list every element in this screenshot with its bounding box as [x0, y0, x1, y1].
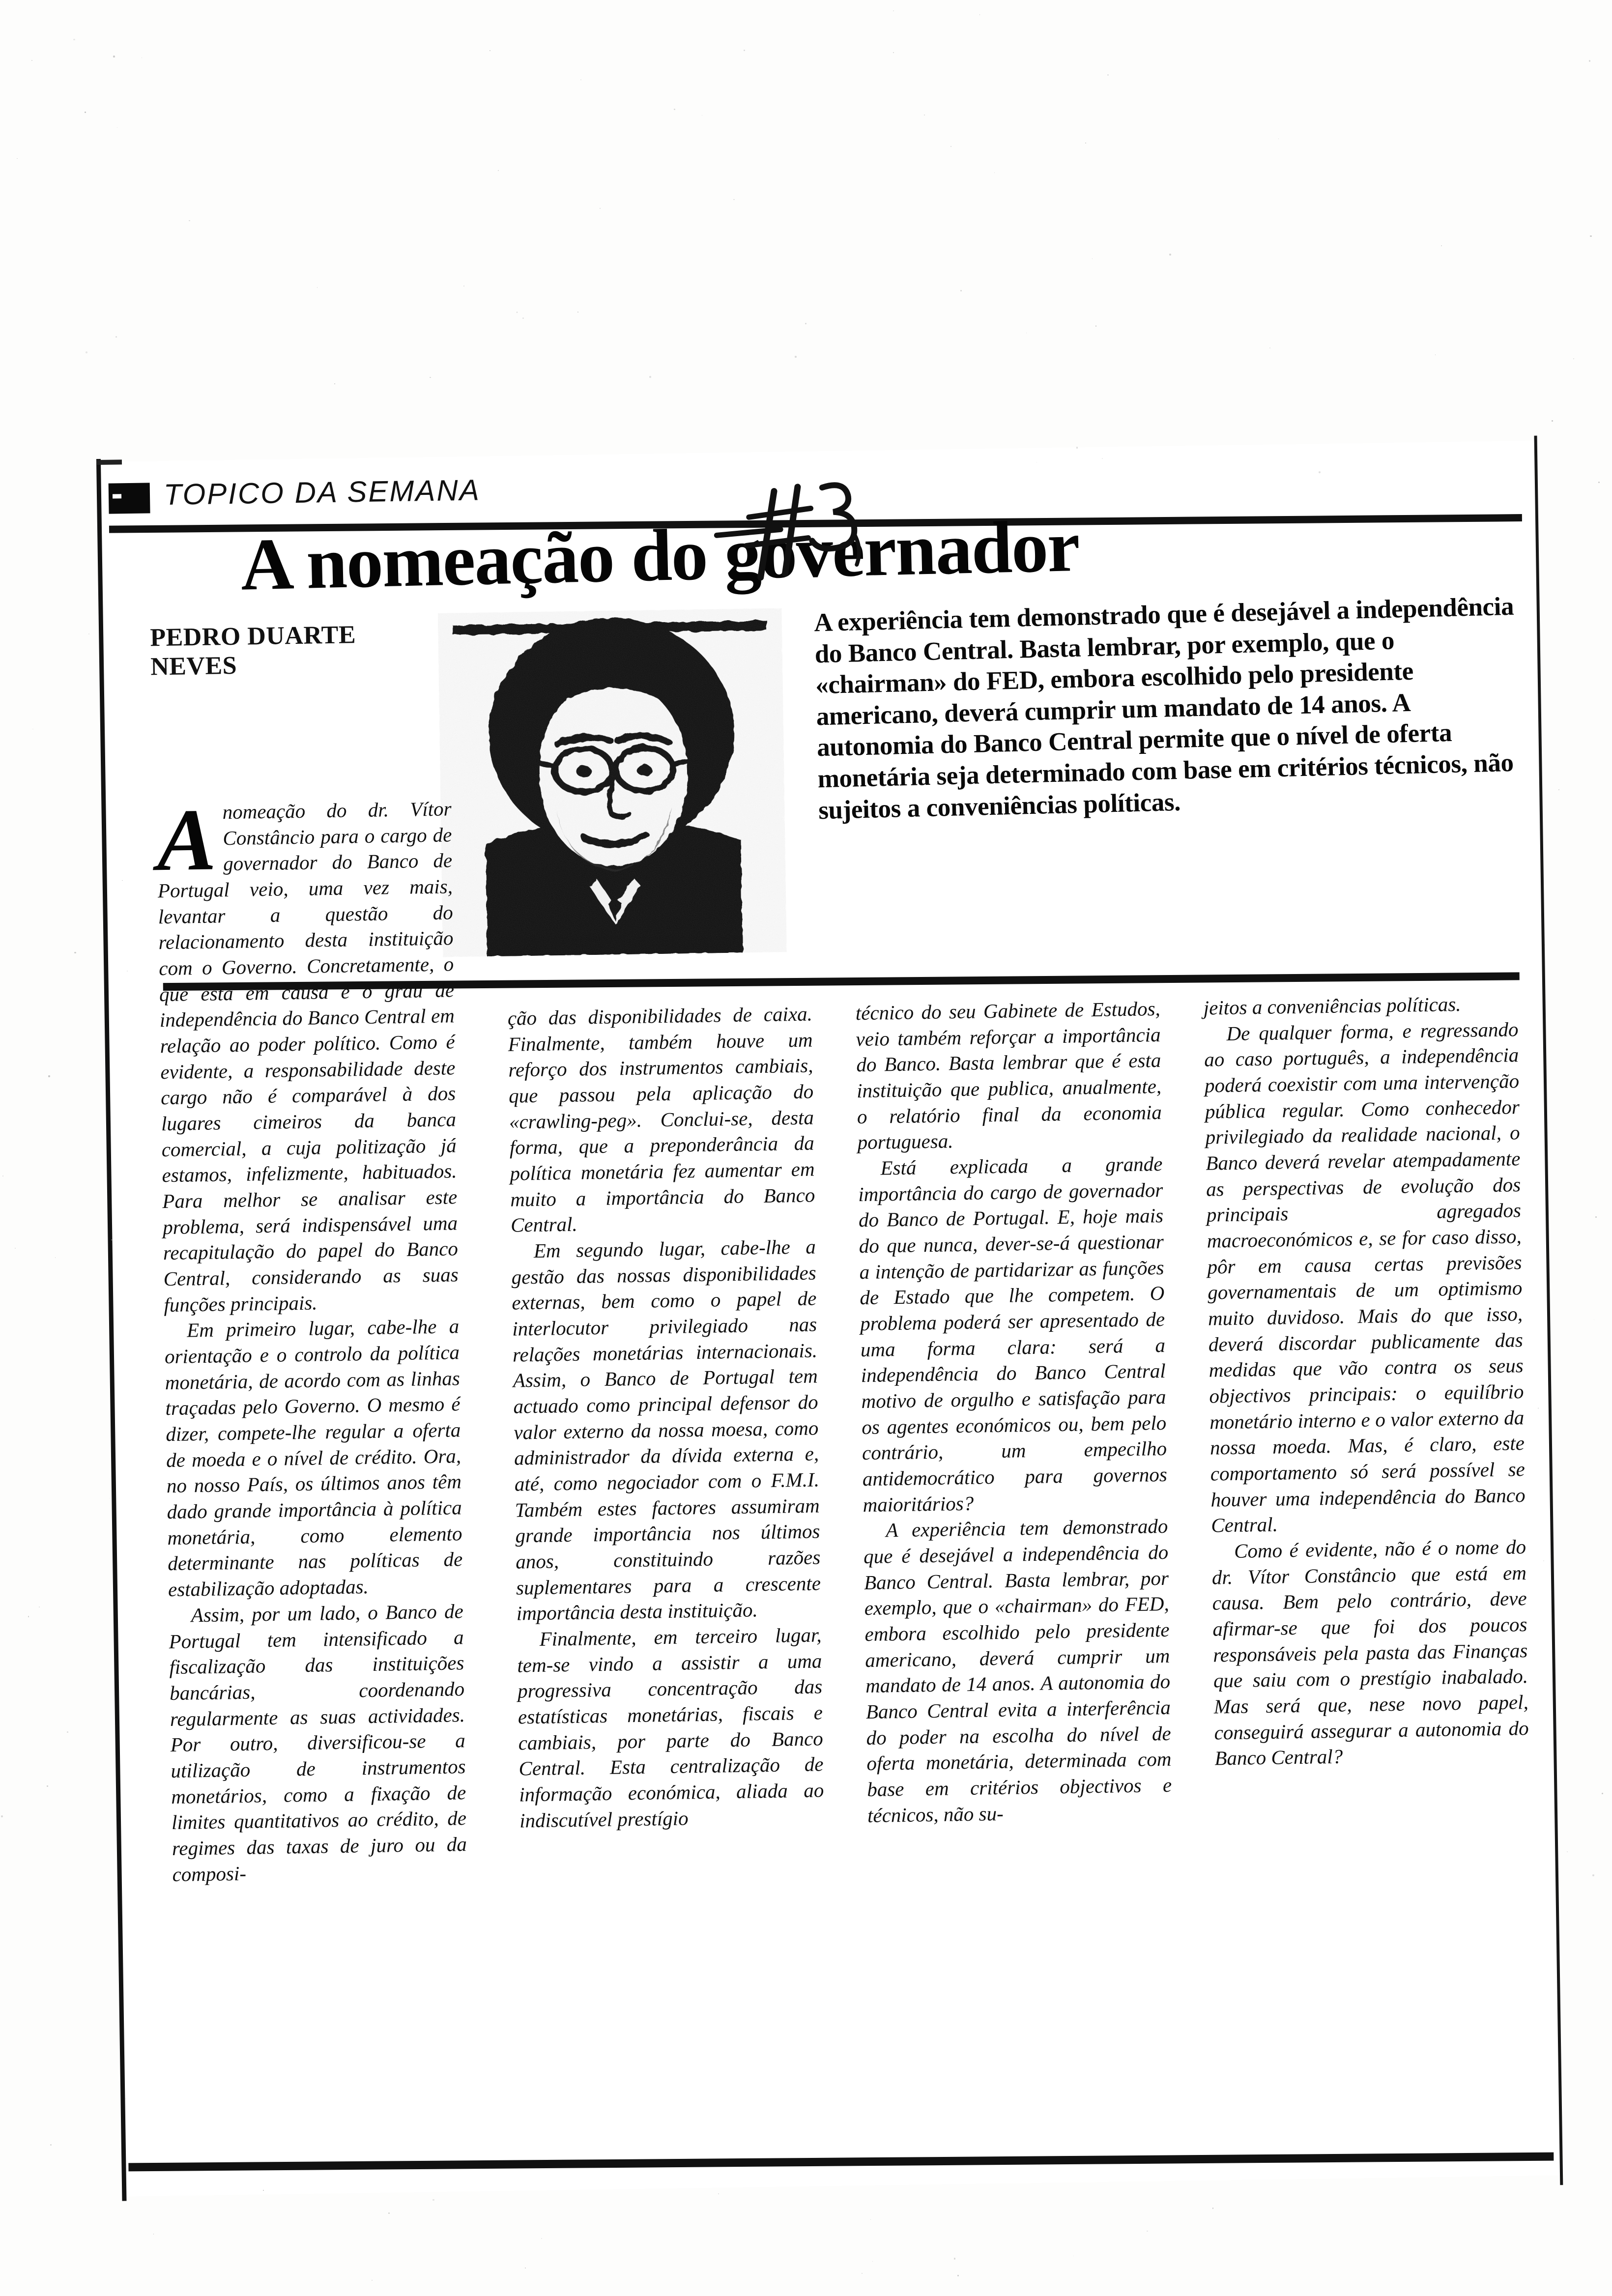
scan-speckle [1558, 789, 1559, 790]
scan-speckle [1590, 235, 1592, 237]
scan-speckle [957, 2275, 959, 2276]
scan-speckle [28, 1616, 29, 1617]
scan-speckle [702, 115, 703, 116]
scan-speckle [1589, 60, 1591, 62]
byline-line-1: PEDRO DUARTE [149, 621, 356, 652]
scan-speckle [1092, 258, 1093, 259]
scan-speckle [795, 356, 797, 358]
scan-speckle [979, 14, 980, 15]
scan-speckle [334, 383, 335, 384]
scan-speckle [1212, 2208, 1214, 2209]
scan-speckle [117, 127, 118, 128]
scan-speckle [893, 10, 894, 11]
scan-speckle [577, 312, 578, 313]
standfirst: A experiência tem demonstrado que é desejável a independência do Banco Central. Basta lembrar, por exemplo, que o «chairman» do FED, embora escolhido pelo presidente americano, deverá cumprir um mandato de 14 anos. A autonomia do Banco Central permite que o nível de oferta monetária seja determinado com base em critérios técnicos, não sujeitos a conveniências políticas. [813, 592, 1514, 825]
byline-line-2: NEVES [150, 652, 237, 681]
portrait-photograph [438, 608, 787, 957]
scan-speckle [31, 60, 32, 61]
scan-speckle [113, 56, 115, 57]
scan-speckle [67, 1731, 68, 1733]
scan-speckle [489, 50, 490, 51]
scan-speckle [55, 1257, 56, 1258]
body-column-2 [507, 1001, 824, 1834]
scan-speckle [1573, 358, 1575, 360]
paragraph: Está explicada a grande importância do cargo de governador do Banco de Portugal. E, hoje mais do que nunca, dever-se-á questionar a intenção de partidarizar as funções de Estado que lhe competem. O problema poderá ser apresentado de uma forma clara: será a independência do Banco Central motivo de orgulho e satisfação para os agentes económicos ou, bem pelo contrário, um empecilho antidemocrático para governos maioritários? [858, 1152, 1168, 1516]
scan-speckle [541, 2238, 542, 2239]
scan-speckle [47, 1785, 48, 1787]
paragraph: Em segundo lugar, cabe-lhe a gestão das nossas disponibilidades externas, bem como o papel de interlocutor privilegiado nas relações monetárias internacionais. Assim, o Banco de Portugal tem actuado como principal defensor do valor externo da nossa moesa, como administrador da dívida externa e, até, como negociador com o F.M.I. Também estes factores assumiram grande importância nos últimos anos, constituindo razões suplementares para a crescente importância desta instituição. [511, 1235, 821, 1625]
body-column-4 [1203, 990, 1529, 1771]
paragraph: Assim, por um lado, o Banco de Portugal tem intensificado a fiscalização das instituições bancárias, coordenando regularmente as suas actividades. Por outro, diversificou-se a utilização de instrumentos monetários, como a fixação de limites quantitativos ao crédito, de regimes das taxas de juro ou da composi- [169, 1600, 467, 1886]
newspaper-clipping [96, 441, 1562, 2197]
body-column-3 [855, 996, 1172, 1829]
scan-speckle [1269, 347, 1271, 349]
paragraph: Em primeiro lugar, cabe-lhe a orientação e o controlo da política monetária, de acordo com as linhas traçadas pelo Governo. O mesmo é dizer, compete-lhe regular a oferta de moeda e o nível de crédito. Ora, no nosso País, os últimos anos têm dado grande importância à política monetária, como elemento determinante nas políticas de estabilização adoptadas. [164, 1315, 463, 1601]
paragraph: jeitos a conveniências políticas. [1203, 992, 1461, 1019]
scan-speckle [1147, 2231, 1148, 2232]
black-square-marker-icon [109, 483, 150, 514]
scan-speckle [893, 52, 894, 53]
scan-speckle [1095, 325, 1097, 327]
paragraph-text: nomeação do dr. Vítor Constâncio para o cargo de governador do Banco de Portugal veio, uma vez mais, levantar a questão do relacionamento desta instituição com o Governo. Concretamente, o que está em causa é o grau de independência do Banco Central em relação ao poder político. Como é evidente, a responsabilidade deste cargo não é comparável à dos lugares cimeiros da banca comercial, a cuja politização já estamos, infelizmente, habituados. Para melhor se analisar este problema, será indispensável uma recapitulação do papel do Banco Central, considerando as suas funções principais. [157, 797, 459, 1316]
scan-speckle [1435, 354, 1436, 355]
scan-speckle [718, 2193, 719, 2194]
scan-speckle [1107, 74, 1109, 76]
bottom-rule [128, 2152, 1554, 2172]
scan-speckle [1441, 245, 1442, 246]
section-kicker-label: TOPICO DA SEMANA [163, 473, 481, 511]
scan-speckle [88, 633, 89, 634]
scan-speckle [463, 286, 464, 287]
scan-speckle [1085, 143, 1086, 144]
scan-speckle [1602, 1793, 1603, 1794]
scan-speckle [744, 50, 745, 51]
scan-speckle [498, 170, 499, 171]
scan-speckle [525, 2267, 526, 2268]
scan-speckle [870, 2219, 871, 2220]
scan-speckle [85, 112, 86, 113]
scan-speckle [73, 39, 75, 41]
scan-speckle [432, 2199, 434, 2201]
clipping-left-edge [96, 459, 127, 2201]
paragraph: Como é evidente, não é o nome do dr. Vítor Constâncio que está em causa. Bem pelo contrário, deve afirmar-se que foi dos poucos responsáveis pela pasta das Finanças que saiu com o prestígio inabalado. Mas será que, nese novo papel, conseguirá assegurar a autonomia do Banco Central? [1211, 1535, 1529, 1770]
scan-speckle [2, 1176, 4, 1177]
scan-speckle [1545, 945, 1546, 946]
scan-speckle [649, 376, 651, 377]
scan-speckle [50, 2144, 52, 2146]
scan-speckle [430, 377, 431, 378]
scan-speckle [994, 172, 995, 173]
scan-speckle [954, 2258, 956, 2260]
paragraph: A experiência tem demonstrado que é desejável a independência do Banco Central. Basta lembrar, por exemplo, que o «chairman» do FED, embora escolhido pelo presidente americano, deverá cumprir um mandato de 14 anos. A autonomia do Banco Central evita a interferência do poder na escolha do nível de oferta monetária, determinada com base em critérios objectivos e técnicos, não su- [863, 1515, 1172, 1827]
scan-speckle [1552, 420, 1553, 422]
scan-speckle [1169, 254, 1171, 256]
scan-speckle [1, 1815, 3, 1817]
scan-speckle [317, 287, 318, 288]
scan-speckle [674, 109, 675, 110]
scan-speckle [1595, 1216, 1597, 1218]
scan-speckle [733, 199, 734, 200]
clipping-top-edge [96, 459, 122, 465]
scan-speckle [189, 220, 190, 221]
scan-speckle [115, 336, 117, 338]
scan-speckle [15, 1248, 16, 1249]
portrait-image [438, 608, 787, 957]
scan-speckle [388, 2212, 390, 2214]
scan-speckle [86, 351, 87, 353]
scan-speckle [1567, 1851, 1568, 1852]
clipping-right-edge [1534, 436, 1563, 2185]
byline [150, 619, 426, 682]
scan-speckle [600, 208, 601, 209]
scan-speckle [960, 290, 962, 291]
scan-speckle [950, 146, 951, 147]
paragraph [156, 790, 459, 1318]
scan-speckle [517, 312, 518, 313]
scan-speckle [1598, 482, 1600, 483]
scan-speckle [805, 323, 806, 324]
scan-speckle [74, 952, 76, 954]
paragraph: De qualquer forma, e regressando ao caso português, a independência poderá coexistir com uma intervenção pública regular. Como conhecedor privilegiado da realidade nacional, o Banco deverá revelar atempadamente as perspectivas de evolução dos principais agregados macroeconómicos e, se for caso disso, pôr em causa certas previsões governamentais de um optimismo muito duvidoso. Mais do que isso, deverá discordar publicamente das medidas que vão contra os seus objectivos principais: o equilíbrio monetário interno e o valor externo da nossa moeda. Mas, é claro, este comportamento só será possível se houver uma independência do Banco Central. [1204, 1017, 1526, 1537]
scan-speckle [872, 2261, 873, 2262]
scan-speckle [372, 2280, 373, 2281]
paragraph: técnico do seu Gabinete de Estudos, veio também reforçar a importância do Banco. Basta lembrar que é esta instituição que publica, anualmente, o relatório final da economia portuguesa. [855, 997, 1162, 1154]
drop-cap: A [156, 790, 217, 890]
scan-speckle [48, 1075, 50, 1077]
scan-speckle [522, 317, 524, 319]
scan-speckle [1592, 1874, 1594, 1876]
page-title: A nomeação do governador [239, 505, 1080, 606]
paragraph: ção das disponibilidades de caixa. Finalmente, também houve um reforço dos instrumentos cambiais, que passou pela aplicação do «crawling-peg». Conclui-se, desta forma, que a preponderância da política monetária fez aumentar em muito a importância do Banco Central. [507, 1002, 815, 1237]
body-column-1 [156, 790, 467, 1887]
paragraph: Finalmente, em terceiro lugar, tem-se vindo a assistir a uma progressiva concentração das estatísticas monetárias, fiscais e cambiais, por parte do Banco Central. Esta centralização de informação económica, aliada ao indiscutível prestígio [517, 1623, 824, 1832]
